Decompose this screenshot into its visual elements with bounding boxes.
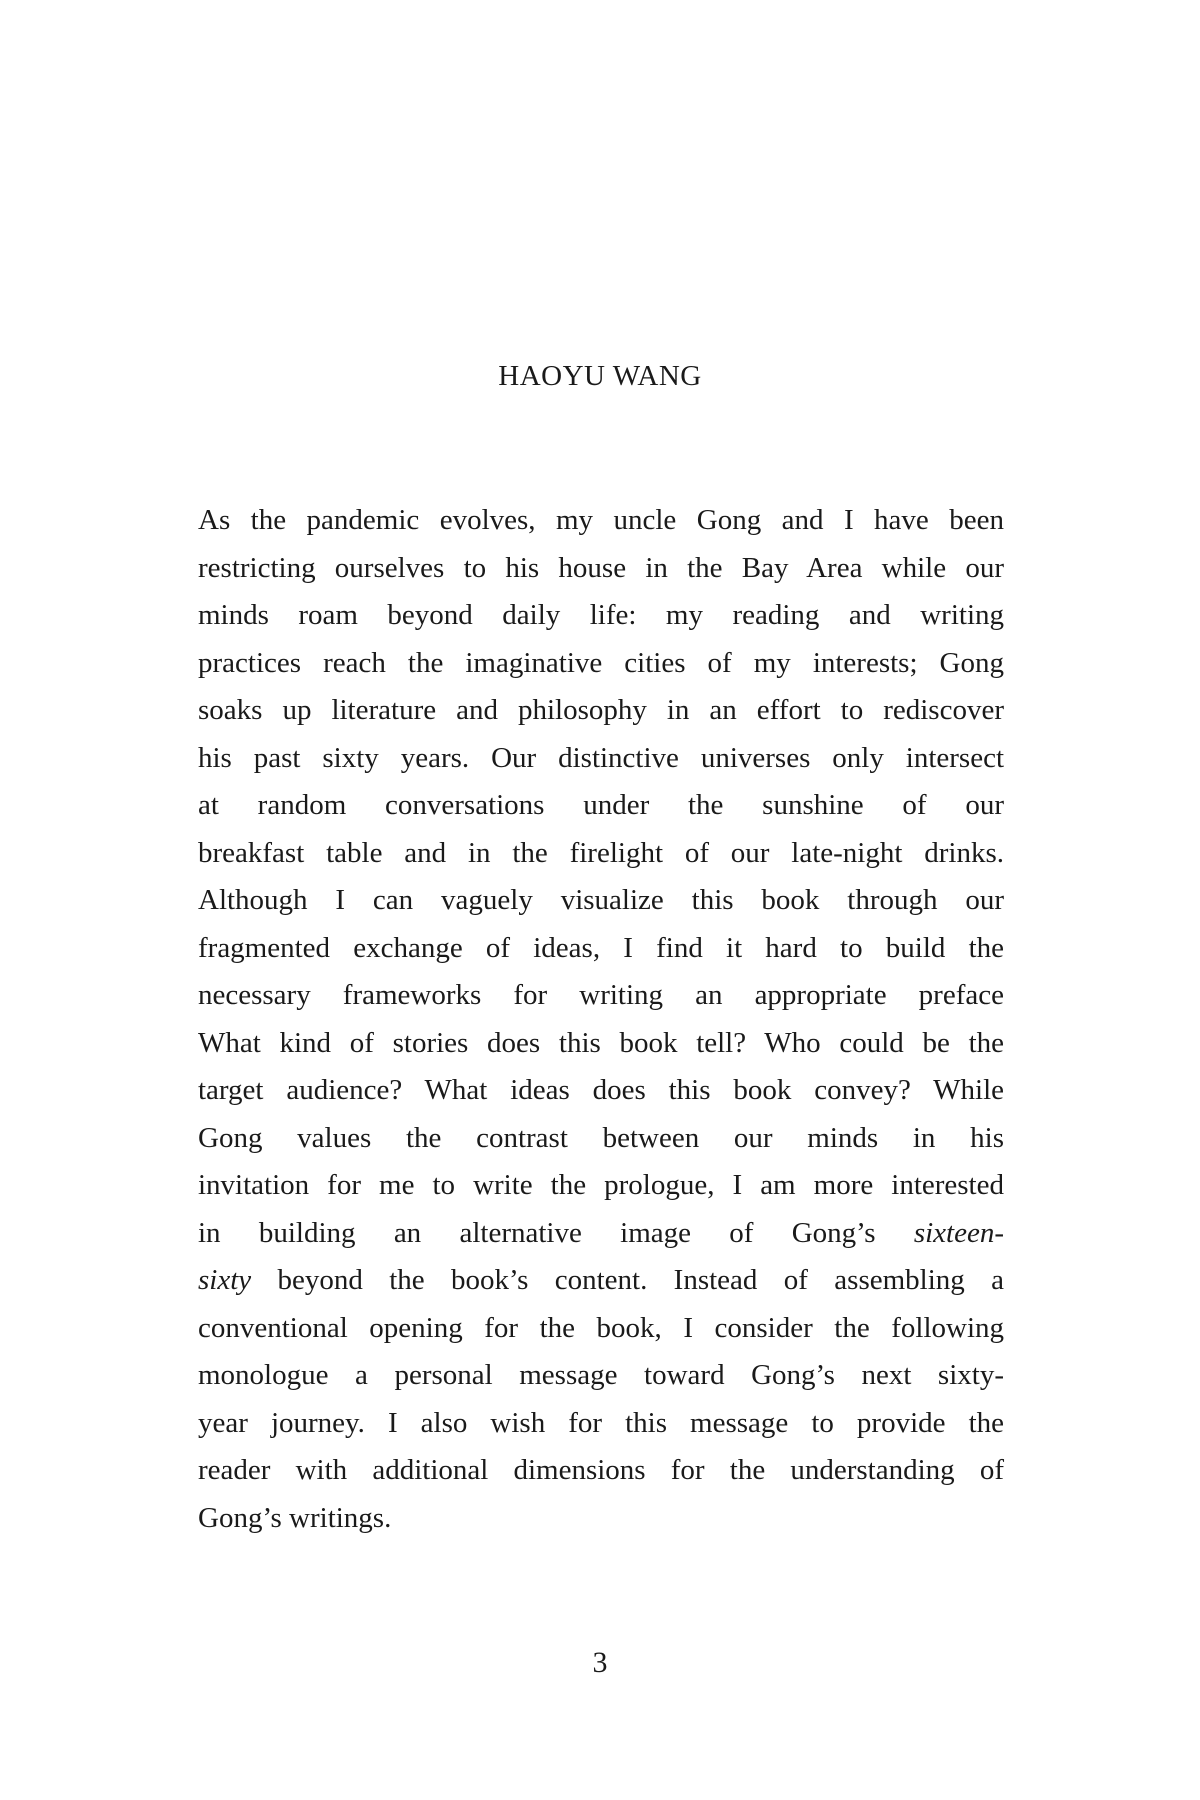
text-line: restricting ourselves to his house in the Bay Area while our (198, 551, 1004, 584)
text-line: soaks up literature and philosophy in an effort to rediscover (198, 694, 1004, 726)
text-line: practices reach the imaginative cities of my interests; Gong (198, 646, 1004, 679)
text-line: minds roam beyond daily life: my reading and writing (198, 599, 1004, 631)
text-line: at random conversations under the sunshine of our (198, 789, 1004, 821)
italic-book-title: sixteen- (913, 1216, 1004, 1249)
text-line-with-title (198, 1257, 1004, 1305)
text-line: Gong’s writings. (198, 1501, 392, 1534)
text-line-with-title (198, 1210, 1004, 1258)
text-line: reader with additional dimensions for the understanding of (198, 1454, 1004, 1486)
text-fragment: in building an alternative image of Gong’s (198, 1216, 876, 1249)
text-line: What kind of stories does this book tell? Who could be the (198, 1026, 1004, 1059)
text-line: As the pandemic evolves, my uncle Gong and I have been (198, 504, 1004, 536)
page-number: 3 (592, 1646, 608, 1679)
italic-book-title: sixty (198, 1264, 252, 1296)
text-line: Gong values the contrast between our minds in his (198, 1121, 1004, 1154)
text-line: monologue a personal message toward Gong’s next sixty- (198, 1359, 1004, 1391)
text-fragment: beyond the book’s content. Instead of assembling a (277, 1264, 1004, 1296)
text-line: invitation for me to write the prologue, I am more interested (198, 1169, 1004, 1201)
text-line: Although I can vaguely visualize this book through our (198, 884, 1004, 916)
text-line: necessary frameworks for writing an appropriate preface (198, 979, 1004, 1011)
text-line: year journey. I also wish for this message to provide the (198, 1406, 1004, 1439)
running-head-author: HAOYU WANG (498, 360, 702, 392)
text-line: fragmented exchange of ideas, I find it hard to build the (198, 931, 1004, 964)
text-line: breakfast table and in the firelight of our late-night drinks. (198, 836, 1004, 869)
body-paragraph (198, 497, 1004, 1542)
text-line: target audience? What ideas does this book convey? While (198, 1074, 1004, 1106)
text-line: his past sixty years. Our distinctive universes only intersect (198, 741, 1004, 774)
text-line: conventional opening for the book, I consider the following (198, 1311, 1004, 1344)
